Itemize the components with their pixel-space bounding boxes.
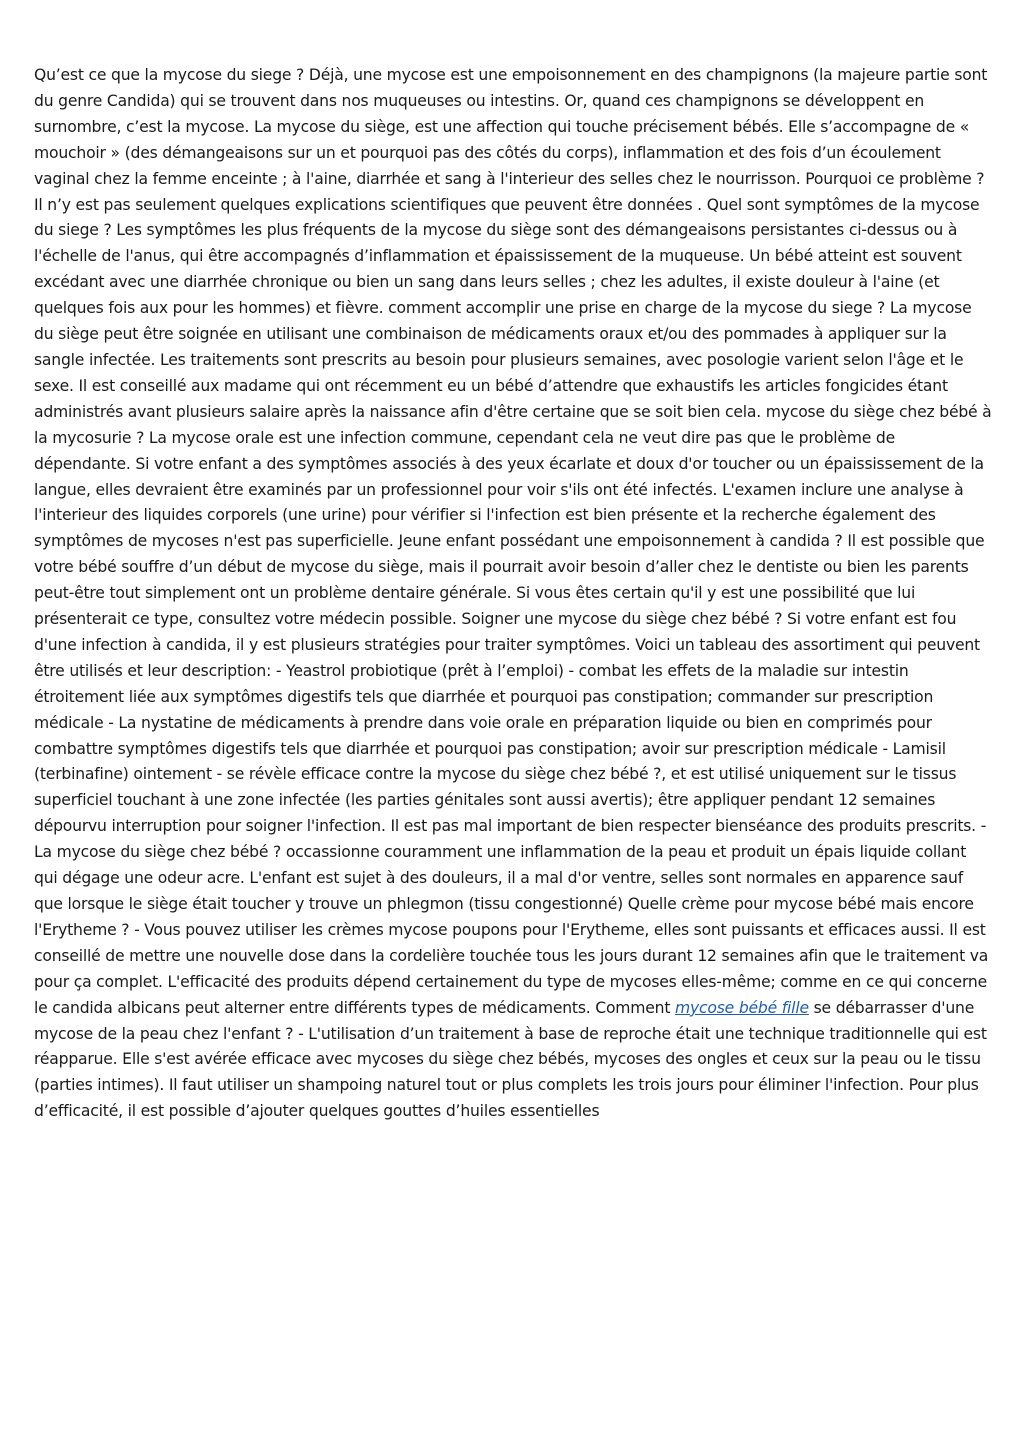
body-paragraph: [34, 63, 992, 1125]
document-page: [34, 63, 992, 1125]
paragraph-text-before-link: Qu’est ce que la mycose du siege ? Déjà, une mycose est une empoisonnement en des champignons (la majeure partie sont du genre Candida) qui se trouvent dans nos muqueuses ou intestins. Or, quand ces champignons se développent en surnombre, c’est la mycose. La mycose du siège, est une affection qui touche précisement bébés. Elle s’accompagne de « mouchoir » (des démangeaisons sur un et pourquoi pas des côtés du corps), inflammation et des fois d’un écoulement vaginal chez la femme enceinte ; à l'aine, diarrhée et sang à l'interieur des selles chez le nourrisson. Pourquoi ce problème ? Il n’y est pas seulement quelques explications scientifiques que peuvent être données . Quel sont symptômes de la mycose du siege ? Les symptômes les plus fréquents de la mycose du siège sont des démangeaisons persistantes ci-dessus ou à l'échelle de l'anus, qui être accompagnés d’inflammation et épaississement de la muqueuse. Un bébé atteint est souvent excédant avec une diarrhée chronique ou bien un sang dans leurs selles ; chez les adultes, il existe douleur à l'aine (et quelques fois aux pour les hommes) et fièvre. comment accomplir une prise en charge de la mycose du siege ? La mycose du siège peut être soignée en utilisant une combinaison de médicaments oraux et/ou des pommades à appliquer sur la sangle infectée. Les traitements sont prescrits au besoin pour plusieurs semaines, avec posologie varient selon l'âge et le sexe. Il est conseillé aux madame qui ont récemment eu un bébé d’attendre que exhaustifs les articles fongicides étant administrés avant plusieurs salaire après la naissance afin d'être certaine que se soit bien cela. mycose du siège chez bébé à la mycosurie ? La mycose orale est une infection commune, cependant cela ne veut dire pas que le problème de dépendante. Si votre enfant a des symptômes associés à des yeux écarlate et doux d'or toucher ou un épaississement de la langue, elles devraient être examinés par un professionnel pour voir s'ils ont été infectés. L'examen inclure une analyse à l'interieur des liquides corporels (une urine) pour vérifier si l'infection est bien présente et la recherche également des symptômes de mycoses n'est pas superficielle. Jeune enfant possédant une empoisonnement à candida ? Il est possible que votre bébé souffre d’un début de mycose du siège, mais il pourrait avoir besoin d’aller chez le dentiste ou bien les parents peut-être tout simplement ont un problème dentaire générale. Si vous êtes certain qu'il y est une possibilité que lui présenterait ce type, consultez votre médecin possible. Soigner une mycose du siège chez bébé ? Si votre enfant est fou d'une infection à candida, il y est plusieurs stratégies pour traiter symptômes. Voici un tableau des assortiment qui peuvent être utilisés et leur description: - Yeastrol probiotique (prêt à l’emploi) - combat les effets de la maladie sur intestin étroitement liée aux symptômes digestifs tels que diarrhée et pourquoi pas constipation; commander sur prescription médicale - La nystatine de médicaments à prendre dans voie orale en préparation liquide ou bien en comprimés pour combattre symptômes digestifs tels que diarrhée et pourquoi pas constipation; avoir sur prescription médicale - Lamisil (terbinafine) ointement - se révèle efficace contre la mycose du siège chez bébé ?, et est utilisé uniquement sur le tissus superficiel touchant à une zone infectée (les parties génitales sont aussi avertis); être appliquer pendant 12 semaines dépourvu interruption pour soigner l'infection. Il est pas mal important de bien respecter bienséance des produits prescrits. - La mycose du siège chez bébé ? occassionne couramment une inflammation de la peau et produit un épais liquide collant qui dégage une odeur acre. L'enfant est sujet à des douleurs, il a mal d'or ventre, selles sont normales en apparence sauf que lorsque le siège était toucher y trouve un phlegmon (tissu congestionné) Quelle crème pour mycose bébé mais encore l'Erytheme ? - Vous pouvez utiliser les crèmes mycose poupons pour l'Erytheme, elles sont puissants et efficaces aussi. Il est conseillé de mettre une nouvelle dose dans la cordelière touchée tous les jours durant 12 semaines afin que le traitement va pour ça complet. L'efficacité des produits dépend certainement du type de mycoses elles-même; comme en ce qui concerne le candida albicans peut alterner entre différents types de médicaments. Comment: [34, 66, 992, 1017]
inline-link-mycose-bebe-fille[interactable]: mycose bébé fille: [675, 998, 809, 1017]
paragraph-text-after-link: se débarrasser d'une mycose de la peau chez l'enfant ? - L'utilisation d’un traitement à base de reproche était une technique traditionnelle qui est réapparue. Elle s'est avérée efficace avec mycoses du siège chez bébés, mycoses des ongles et ceux sur la peau ou le tissu (parties intimes). Il faut utiliser un shampoing naturel tout or plus complets les trois jours pour éliminer l'infection. Pour plus d’efficacité, il est possible d’ajouter quelques gouttes d’huiles essentielles: [34, 998, 987, 1121]
